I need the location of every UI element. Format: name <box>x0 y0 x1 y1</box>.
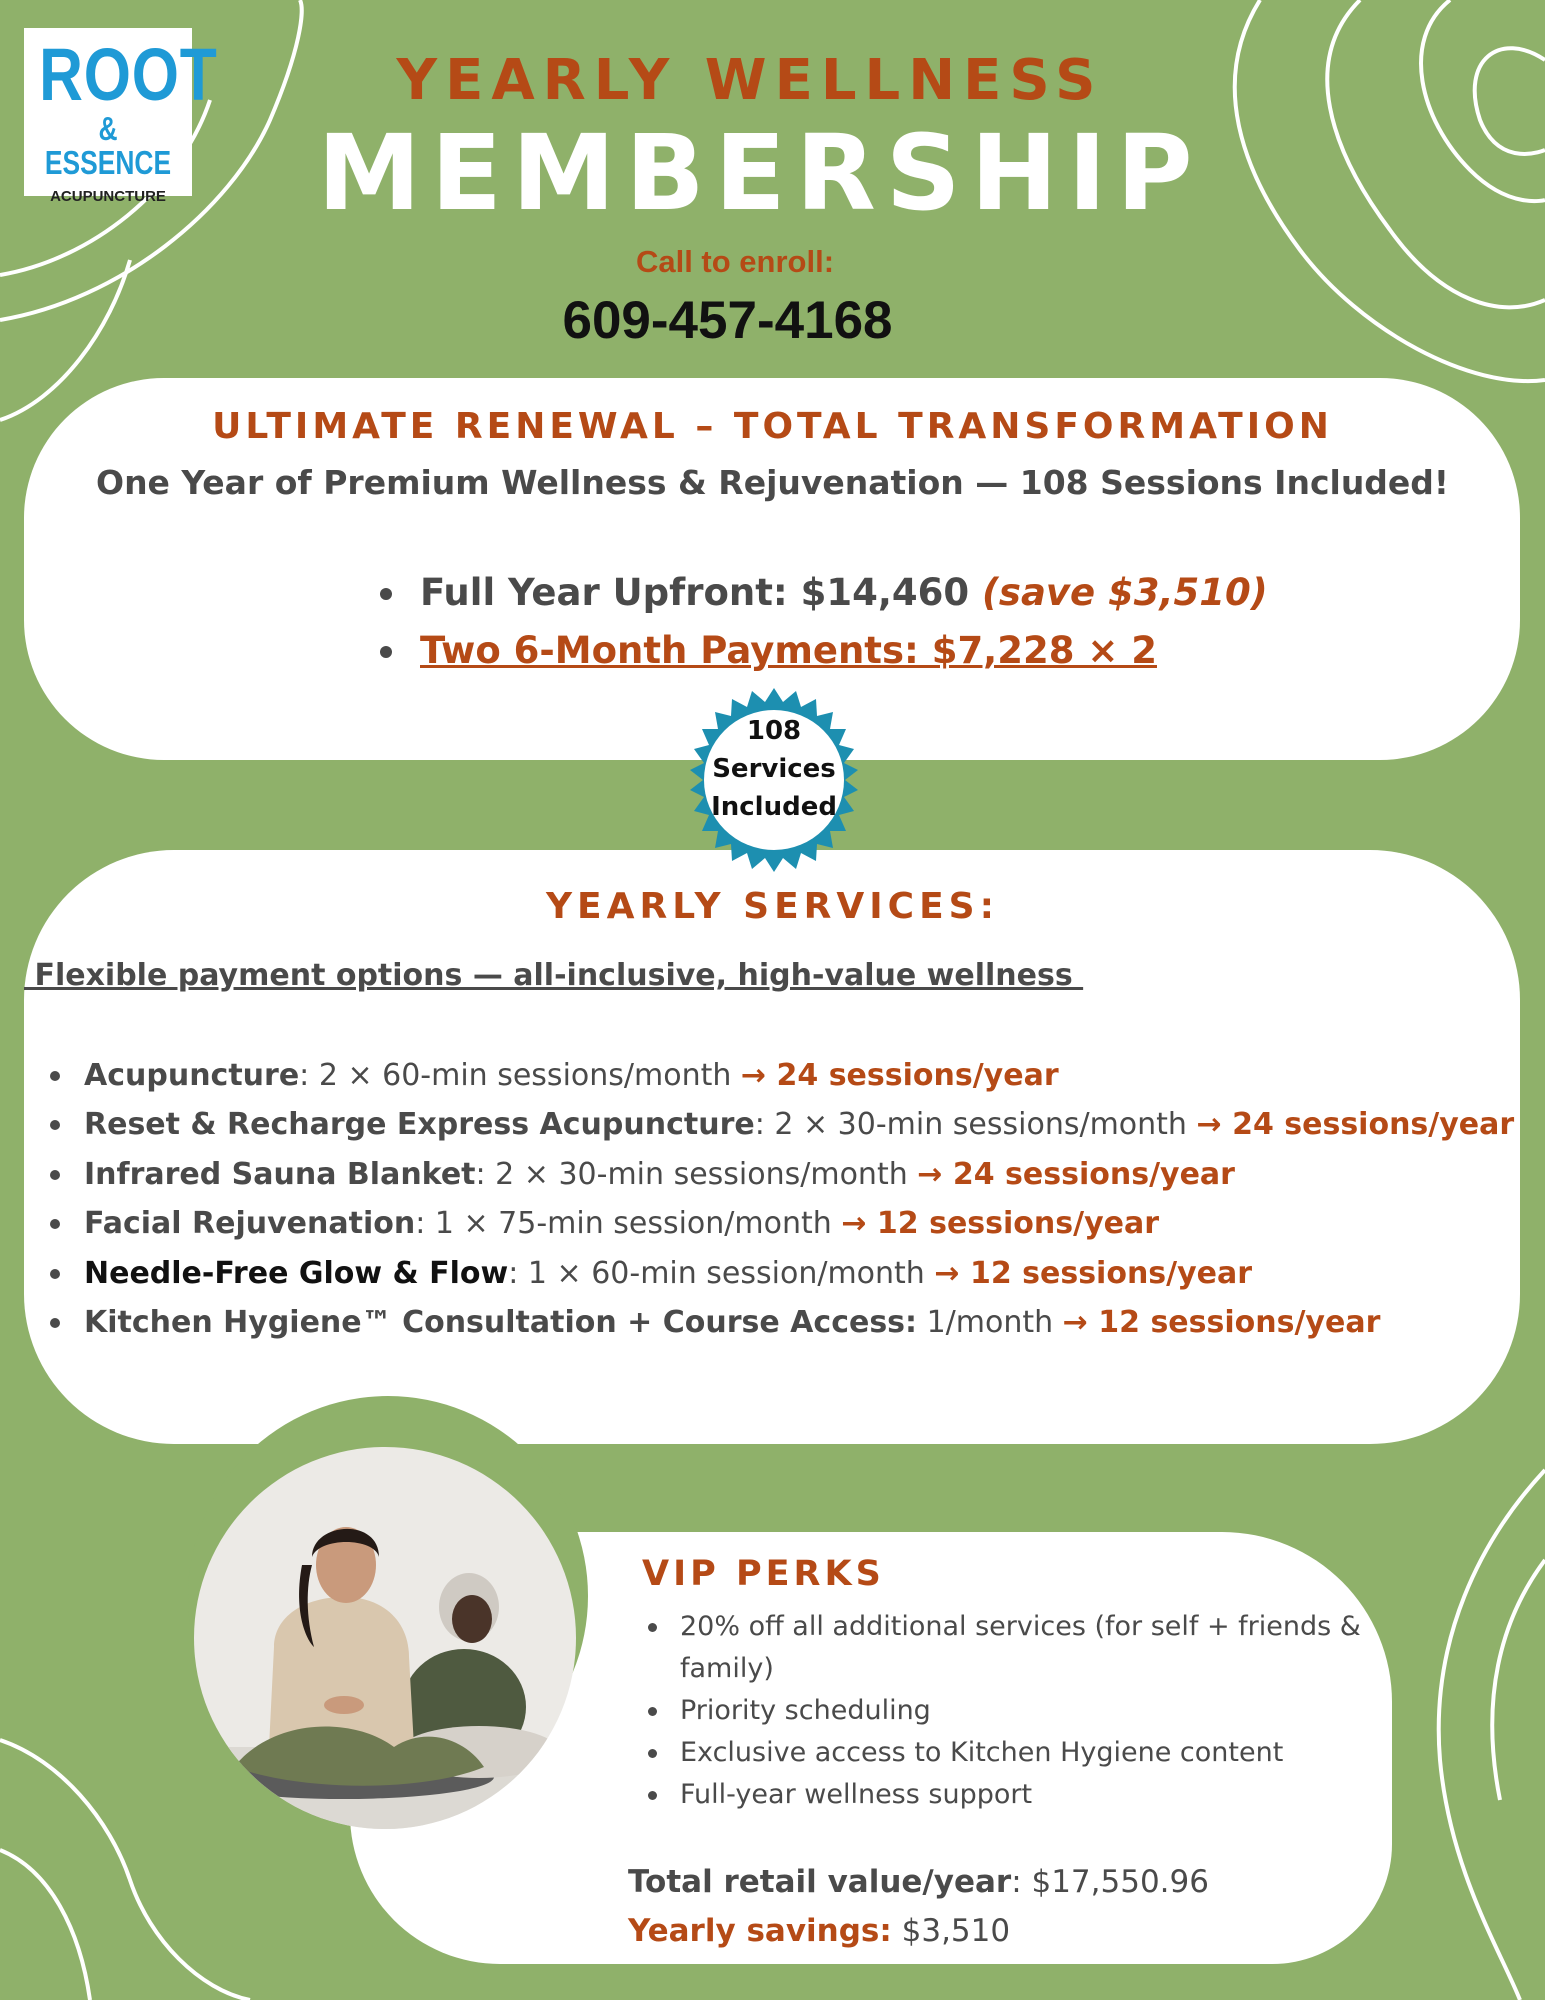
totals-block <box>628 1858 1209 1956</box>
retail-value-label: Total retail value/year <box>628 1864 1012 1900</box>
service-result: → 24 sessions/year <box>740 1058 1059 1093</box>
service-item <box>38 1100 1514 1149</box>
service-name: Reset & Recharge Express Acupuncture <box>84 1107 755 1143</box>
logo-root-text: ROOT <box>39 33 218 116</box>
service-name: Facial Rejuvenation <box>84 1206 416 1242</box>
badge-line-1: 108 <box>746 716 802 746</box>
logo-essence-text: & ESSENCE <box>44 110 172 181</box>
vip-perk-item: Exclusive access to Kitchen Hygiene content <box>642 1732 1362 1774</box>
service-detail: : 2 × 30-min sessions/month <box>475 1156 918 1192</box>
service-item <box>38 1298 1514 1347</box>
service-name: Needle-Free Glow & Flow <box>84 1255 509 1291</box>
service-item <box>38 1249 1514 1298</box>
pricing-option-text[interactable]: Two 6-Month Payments: $7,228 × 2 <box>420 629 1157 672</box>
service-name: Infrared Sauna Blanket <box>84 1156 476 1192</box>
services-title: YEARLY SERVICES: <box>545 886 999 927</box>
service-item <box>38 1150 1514 1199</box>
call-to-enroll-label: Call to enroll: <box>635 244 835 279</box>
service-result: → 24 sessions/year <box>917 1156 1235 1192</box>
phone-number[interactable]: 609-457-4168 <box>562 291 893 350</box>
plan-title: ULTIMATE RENEWAL – TOTAL TRANSFORMATION <box>212 406 1333 447</box>
plan-subtitle: One Year of Premium Wellness & Rejuvenation — 108 Sessions Included! <box>96 463 1449 502</box>
vip-title: VIP PERKS <box>642 1554 885 1594</box>
savings-value: $3,510 <box>891 1913 1011 1949</box>
service-detail: : 2 × 30-min sessions/month <box>754 1107 1197 1143</box>
retail-value-line <box>628 1858 1209 1907</box>
service-result: → 12 sessions/year <box>934 1255 1253 1291</box>
meditation-photo <box>194 1447 576 1829</box>
service-detail: : 2 × 60-min sessions/month <box>299 1058 741 1093</box>
pricing-option-text: Full Year Upfront: $14,460 <box>420 571 983 614</box>
service-result: → 12 sessions/year <box>841 1206 1160 1242</box>
pricing-options-list <box>366 564 1268 680</box>
badge-text <box>682 712 866 826</box>
pricing-option-full-year <box>366 564 1268 622</box>
service-detail: 1/month <box>917 1304 1063 1340</box>
badge-line-2: Services <box>712 754 836 784</box>
pricing-option-two-payments[interactable] <box>366 622 1268 680</box>
service-result: → 24 sessions/year <box>1196 1107 1515 1143</box>
service-name: Acupuncture <box>84 1058 300 1093</box>
vip-perk-item: Priority scheduling <box>642 1690 1362 1732</box>
service-name: Kitchen Hygiene™ Consultation + Course Access: <box>84 1304 918 1340</box>
savings-note: (save $3,510) <box>982 571 1268 614</box>
services-list <box>38 1051 1514 1347</box>
service-item <box>38 1051 1514 1100</box>
retail-value: : $17,550.96 <box>1011 1864 1209 1900</box>
services-subtitle: Flexible payment options — all-inclusive, high-value wellness <box>24 958 1084 993</box>
heading-membership: MEMBERSHIP <box>317 112 1203 234</box>
savings-line <box>628 1907 1209 1956</box>
service-detail: : 1 × 75-min session/month <box>415 1206 842 1242</box>
badge-line-3: Included <box>711 792 837 822</box>
vip-perks-list <box>642 1606 1362 1816</box>
logo-acupuncture-text: ACUPUNCTURE <box>50 188 166 205</box>
savings-label: Yearly savings: <box>628 1913 892 1949</box>
service-item <box>38 1199 1514 1248</box>
service-detail: : 1 × 60-min session/month <box>508 1255 935 1291</box>
heading-yearly-wellness: YEARLY WELLNESS <box>396 48 1104 113</box>
vip-perk-item: 20% off all additional services (for self + friends & family) <box>642 1606 1362 1690</box>
vip-perk-item: Full-year wellness support <box>642 1774 1362 1816</box>
service-result: → 12 sessions/year <box>1062 1304 1381 1340</box>
